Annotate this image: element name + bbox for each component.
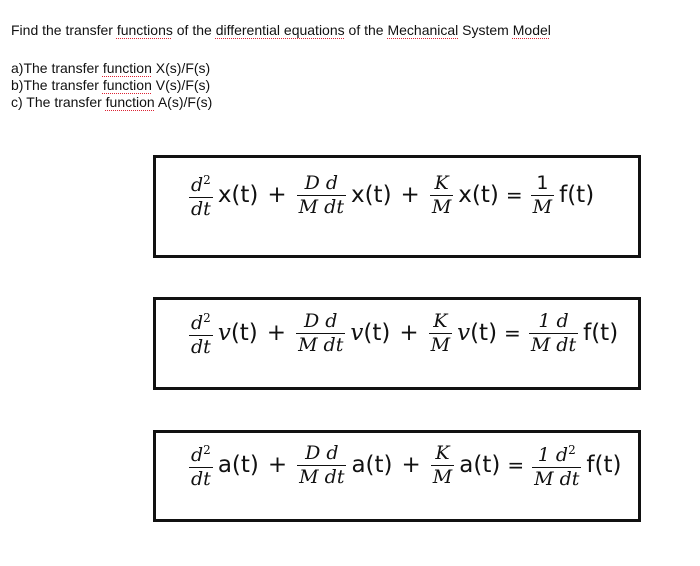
title-text: System — [458, 22, 513, 38]
equation-box-a — [153, 430, 641, 522]
part-b — [11, 77, 210, 94]
plus: + — [400, 182, 420, 208]
frac-num: d — [191, 444, 204, 466]
argument: (t) — [230, 320, 258, 346]
damping-fraction — [297, 173, 346, 218]
term: a(t) — [217, 452, 259, 478]
term: f(t) — [583, 320, 619, 346]
spell-word: function — [102, 60, 152, 76]
frac-num: 1 — [536, 171, 549, 194]
spell-word: functions — [116, 22, 173, 38]
exponent: 2 — [203, 173, 211, 187]
plus: + — [267, 182, 287, 208]
plus: + — [401, 452, 421, 478]
equation-box-v — [153, 297, 641, 390]
plus: + — [266, 320, 287, 346]
part-text: X(s)/F(s) — [151, 60, 211, 76]
title-text: Find the transfer — [11, 22, 117, 38]
frac-den: M — [532, 195, 553, 218]
term: x(t) — [350, 182, 392, 208]
equation-v — [186, 304, 620, 362]
part-text: c) The transfer — [11, 94, 106, 110]
equals: = — [504, 321, 521, 345]
second-derivative — [189, 440, 213, 490]
frac-num: 1 d — [538, 309, 569, 332]
frac-num: K — [435, 441, 450, 464]
term — [457, 320, 497, 346]
stiffness-fraction — [429, 311, 452, 356]
frac-den: M dt — [298, 195, 344, 218]
frac-num: D d — [303, 309, 338, 332]
frac-den: dt — [191, 198, 211, 220]
question-title — [11, 22, 551, 39]
frac-num: K — [433, 309, 448, 332]
input-fraction — [531, 173, 554, 218]
equals: = — [507, 453, 525, 477]
part-text: V(s)/F(s) — [151, 77, 211, 93]
equals: = — [505, 183, 523, 207]
frac-num: d — [191, 312, 204, 334]
equation-box-x — [153, 155, 641, 258]
part-text: b)The transfer — [11, 77, 103, 93]
variable: v — [350, 320, 364, 346]
second-derivative — [189, 308, 213, 358]
part-text: a)The transfer — [11, 60, 103, 76]
frac-num: D d — [304, 171, 339, 194]
variable: v — [217, 320, 231, 346]
equation-x — [186, 164, 596, 226]
term: f(t) — [559, 182, 595, 208]
plus: + — [267, 452, 288, 478]
frac-den: dt — [191, 468, 211, 490]
frac-num: K — [434, 171, 449, 194]
spell-word: Model — [512, 22, 551, 38]
frac-num: d — [191, 174, 204, 196]
plus: + — [399, 320, 419, 346]
term — [350, 320, 390, 346]
frac-den: M dt — [299, 465, 345, 488]
term — [218, 320, 258, 346]
frac-den: M dt — [530, 333, 577, 356]
frac-den: dt — [191, 336, 211, 358]
spell-word: Mechanical — [387, 22, 459, 38]
spell-word: function — [102, 77, 152, 93]
input-fraction — [529, 311, 578, 356]
frac-den: M dt — [298, 333, 344, 356]
stiffness-fraction — [430, 173, 453, 218]
frac-den: M — [431, 195, 452, 218]
spell-word: differential equations — [215, 22, 345, 38]
term: a(t) — [351, 452, 393, 478]
term: x(t) — [458, 182, 499, 208]
frac-num: D d — [305, 441, 339, 464]
argument: (t) — [363, 320, 391, 346]
part-text: A(s)/F(s) — [154, 94, 213, 110]
term: x(t) — [217, 182, 259, 208]
title-text: of the — [172, 22, 216, 38]
exponent: 2 — [568, 443, 576, 457]
title-text: of the — [344, 22, 388, 38]
exponent: 2 — [203, 311, 211, 325]
frac-num: 1 d — [537, 444, 569, 466]
term: a(t) — [459, 452, 501, 478]
second-derivative — [189, 170, 213, 220]
exponent: 2 — [203, 443, 211, 457]
damping-fraction — [296, 311, 345, 356]
part-c — [11, 94, 212, 111]
equation-a — [186, 436, 623, 494]
damping-fraction — [297, 443, 346, 488]
argument: (t) — [470, 320, 498, 346]
frac-den: M — [432, 465, 453, 488]
part-a — [11, 60, 210, 77]
frac-den: M — [430, 333, 451, 356]
stiffness-fraction — [431, 443, 454, 488]
frac-den: M dt — [534, 468, 580, 490]
term: f(t) — [586, 452, 622, 478]
spell-word: function — [105, 94, 155, 110]
input-fraction — [532, 440, 581, 490]
variable: v — [457, 320, 471, 346]
